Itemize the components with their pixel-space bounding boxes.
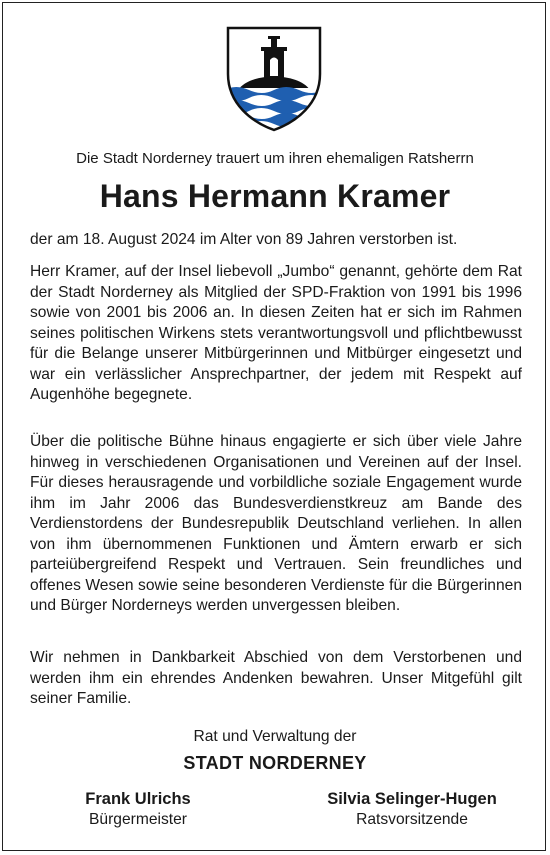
signer-name: Frank Ulrichs: [85, 790, 191, 808]
signature-city: STADT NORDERNEY: [183, 753, 367, 773]
signature-council-chair: [302, 790, 522, 829]
death-date-line: der am 18. August 2024 im Alter von 89 Jahren verstorben ist.: [30, 231, 458, 248]
body-paragraph-1: Herr Kramer, auf der Insel liebevoll „Jumbo“ genannt, gehörte dem Rat der Stadt Norderney als Mitglied der SPD-Fraktion von 1991 bis 1996 sowie von 2001 bis 2006 an. In diesen Zeiten hat er sich im Rahmen seines politischen Wirkens stets verantwortungsvoll und pflichtbewusst für die Belange unserer Mitbürgerinnen und Mitbürger eingesetzt und war ein verlässlicher Ansprechpartner, der jedem mit Respekt auf Augenhöhe begegnete.: [30, 263, 522, 403]
signature-intro: Rat und Verwaltung der: [193, 728, 357, 745]
signature-mayor: [28, 790, 248, 829]
signer-name: Silvia Selinger-Hugen: [327, 790, 497, 808]
deceased-name: Hans Hermann Kramer: [99, 178, 451, 214]
norderney-coat-of-arms-icon: [224, 24, 324, 132]
body-paragraph-3: Wir nehmen in Dankbarkeit Abschied von dem Verstorbenen und werden ihm ein ehrendes Andenken bewahren. Unser Mitgefühl gilt seiner Familie.: [30, 649, 522, 707]
body-paragraph-2: Über die politische Bühne hinaus engagierte er sich über viele Jahre hinweg in verschiedenen Organisationen und Vereinen auf der Insel. Für dieses herausragende und vorbildliche soziale Engagement wurde ihm im Jahr 2006 das Bundesverdienstkreuz am Bande des Verdienstordens der Bundesrepublik Deutschland verliehen. In allen von ihm übernommenen Funktionen und Ämtern erwarb er sich parteiübergreifend Respekt und Vertrauen. Sein freundliches und offenes Wesen sowie seine besonderen Verdienste für die Bürgerinnen und Bürger Norderneys werden unvergessen bleiben.: [30, 433, 522, 614]
intro-line: Die Stadt Norderney trauert um ihren ehemaligen Ratsherrn: [76, 150, 474, 167]
signer-title: Ratsvorsitzende: [356, 811, 468, 828]
signer-title: Bürgermeister: [89, 811, 187, 828]
